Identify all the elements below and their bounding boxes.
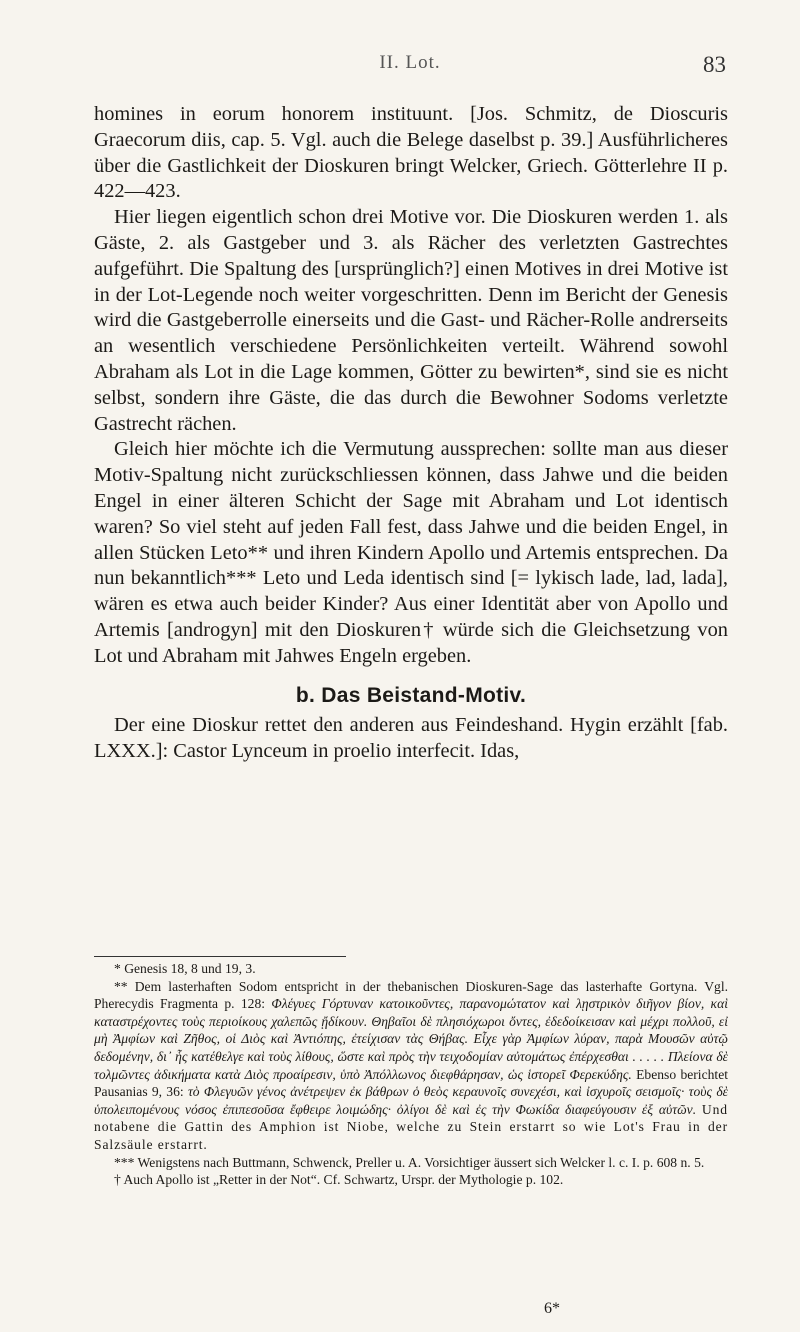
paragraph-4: Der eine Dioskur rettet den anderen aus Feindeshand. Hygin erzählt [fab. LXXX.]: Castor Lynceum in proelio interfecit. Idas, — [94, 714, 728, 763]
footnote-3: *** Wenigstens nach Buttmann, Schwenck, Preller u. A. Vorsichtiger äussert sich Welcker l. c. I. p. 608 n. 5. — [114, 1154, 705, 1170]
main-text — [94, 102, 728, 765]
footnote-rule — [94, 956, 346, 957]
footnote-2-text-c: Und notabene die Gattin des Amphion ist Niobe, welche zu Stein erstarrt so wie Lot's Frau in der Salzsäule erstarrt. — [94, 1101, 728, 1152]
footnotes — [94, 960, 728, 1189]
page-number: 83 — [703, 52, 726, 77]
page-header — [94, 52, 726, 82]
paragraph-2: Hier liegen eigentlich schon drei Motive vor. Die Dioskuren werden 1. als Gäste, 2. als Gastgeber und 3. als Rächer des verletzten Gastrechtes aufgeführt. Die Spaltung des [ursprünglich?] einen Motives in drei Motive ist in der Lot-Legende noch weiter vorgeschritten. Denn im Bericht der Genesis wird die Gastgeberrolle einerseits und die Gast- und Rächer-Rolle andrerseits an wesentlich verschiedene Persönlichkeiten verteilt. Während sowohl Abraham als Lot in die Lage kommen, Götter zu bewirten*, sind sie es nicht selbst, sondern ihre Gäste, die das durch die Bewohner Sodoms verletzte Gastrecht rächen. — [94, 206, 728, 435]
footnote-2-text-b: Ebenso berichtet Pausanias 9, 36: — [94, 1066, 728, 1100]
footnote-2 — [94, 978, 728, 1154]
paragraph-1: homines in eorum honorem instituunt. [Jos. Schmitz, de Dioscuris Graecorum diis, cap. 5. Vgl. auch die Belege daselbst p. 39.] Ausführlicheres über die Gastlichkeit der Dioskuren bringt Welcker, Griech. Götterlehre II p. 422—423. — [94, 103, 728, 203]
footnote-4: † Auch Apollo ist „Retter in der Not“. Cf. Schwartz, Urspr. der Mythologie p. 102. — [114, 1172, 564, 1188]
footnote-1: * Genesis 18, 8 und 19, 3. — [114, 961, 256, 976]
footnote-2-greek-quote: Φλέγυες Γόρτυναν κατοικοῦντες, παρανομώτατον καὶ λῃστρικὸν διῆγον βίον, καὶ καταστρέχοντες τοὺς περιοίκους χαλεπῶς ᾔδίκουν. Θηβαῖοι δὲ πλησιόχωροι ὄντες, ἐδεδοίκεισαν καὶ μέχρι πολλοῦ, εἰ μὴ Ἀμφίων καὶ Ζῆθος, οἱ Διὸς καὶ Ἀντιόπης, ἐτείχισαν τὰς Θήβας. Εἶχε γὰρ Ἀμφίων λύραν, παρὰ Μουσῶν αὐτῷ δεδομένην, δι᾽ ἧς κατέθελγε καὶ τοὺς λίθους, ὥστε καὶ πρὸς τὴν τειχοδομίαν αὐτομάτως ἐπέρχεσθαι . . . . . Πλείονα δὲ τολμῶντες ἀδικήματα κατὰ Διὸς προαίρεσιν, ὑπὸ Ἀπόλλωνος διεφθάρησαν, ὡς ἱστορεῖ Φερεκύδης. — [94, 996, 728, 1082]
footnote-2-text-a: ** Dem lasterhaften Sodom entspricht in der thebanischen Dioskuren-Sage das lasterhafte Gortyna. Vgl. Pherecydis Fragmenta p. 128: — [94, 978, 728, 1012]
paragraph-3: Gleich hier möchte ich die Vermutung aussprechen: sollte man aus dieser Motiv-Spaltung nicht zurückschliessen können, dass Jahwe und die beiden Engel in einer älteren Schicht der Sage mit Abraham und Lot identisch waren? So viel steht auf jeden Fall fest, dass Jahwe und die beiden Engel, in allen Stücken Leto** und ihren Kindern Apollo und Artemis entsprechen. Da nun bekanntlich*** Leto und Leda identisch sind [= lykisch lade, lad, lada], wären es etwa auch beider Kinder? Aus einer Identität aber von Apollo und Artemis [androgyn] mit den Dioskuren† würde sich die Gleichsetzung von Lot und Abraham mit Jahwes Engeln ergeben. — [94, 438, 728, 667]
footnote-2-greek-quote-2: τὸ Φλεγυῶν γένος ἀνέτρεψεν ἐκ βάθρων ὁ θεὸς κεραυνοῖς συνεχέσι, καὶ ἰσχυροῖς σεισμοῖς· τοὺς δὲ ὑπολειπομένους νόσος ἐπιπεσοῦσα ἔφθειρε λοιμώδης· ὀλίγοι δὲ καὶ ἐς τὴν Φωκίδα διαφεύγουσιν ἐξ αὐτῶν. — [94, 1084, 728, 1117]
running-head: II. Lot. — [379, 52, 441, 73]
signature-mark: 6* — [544, 1300, 560, 1317]
section-heading: b. Das Beistand-Motiv. — [295, 683, 527, 707]
